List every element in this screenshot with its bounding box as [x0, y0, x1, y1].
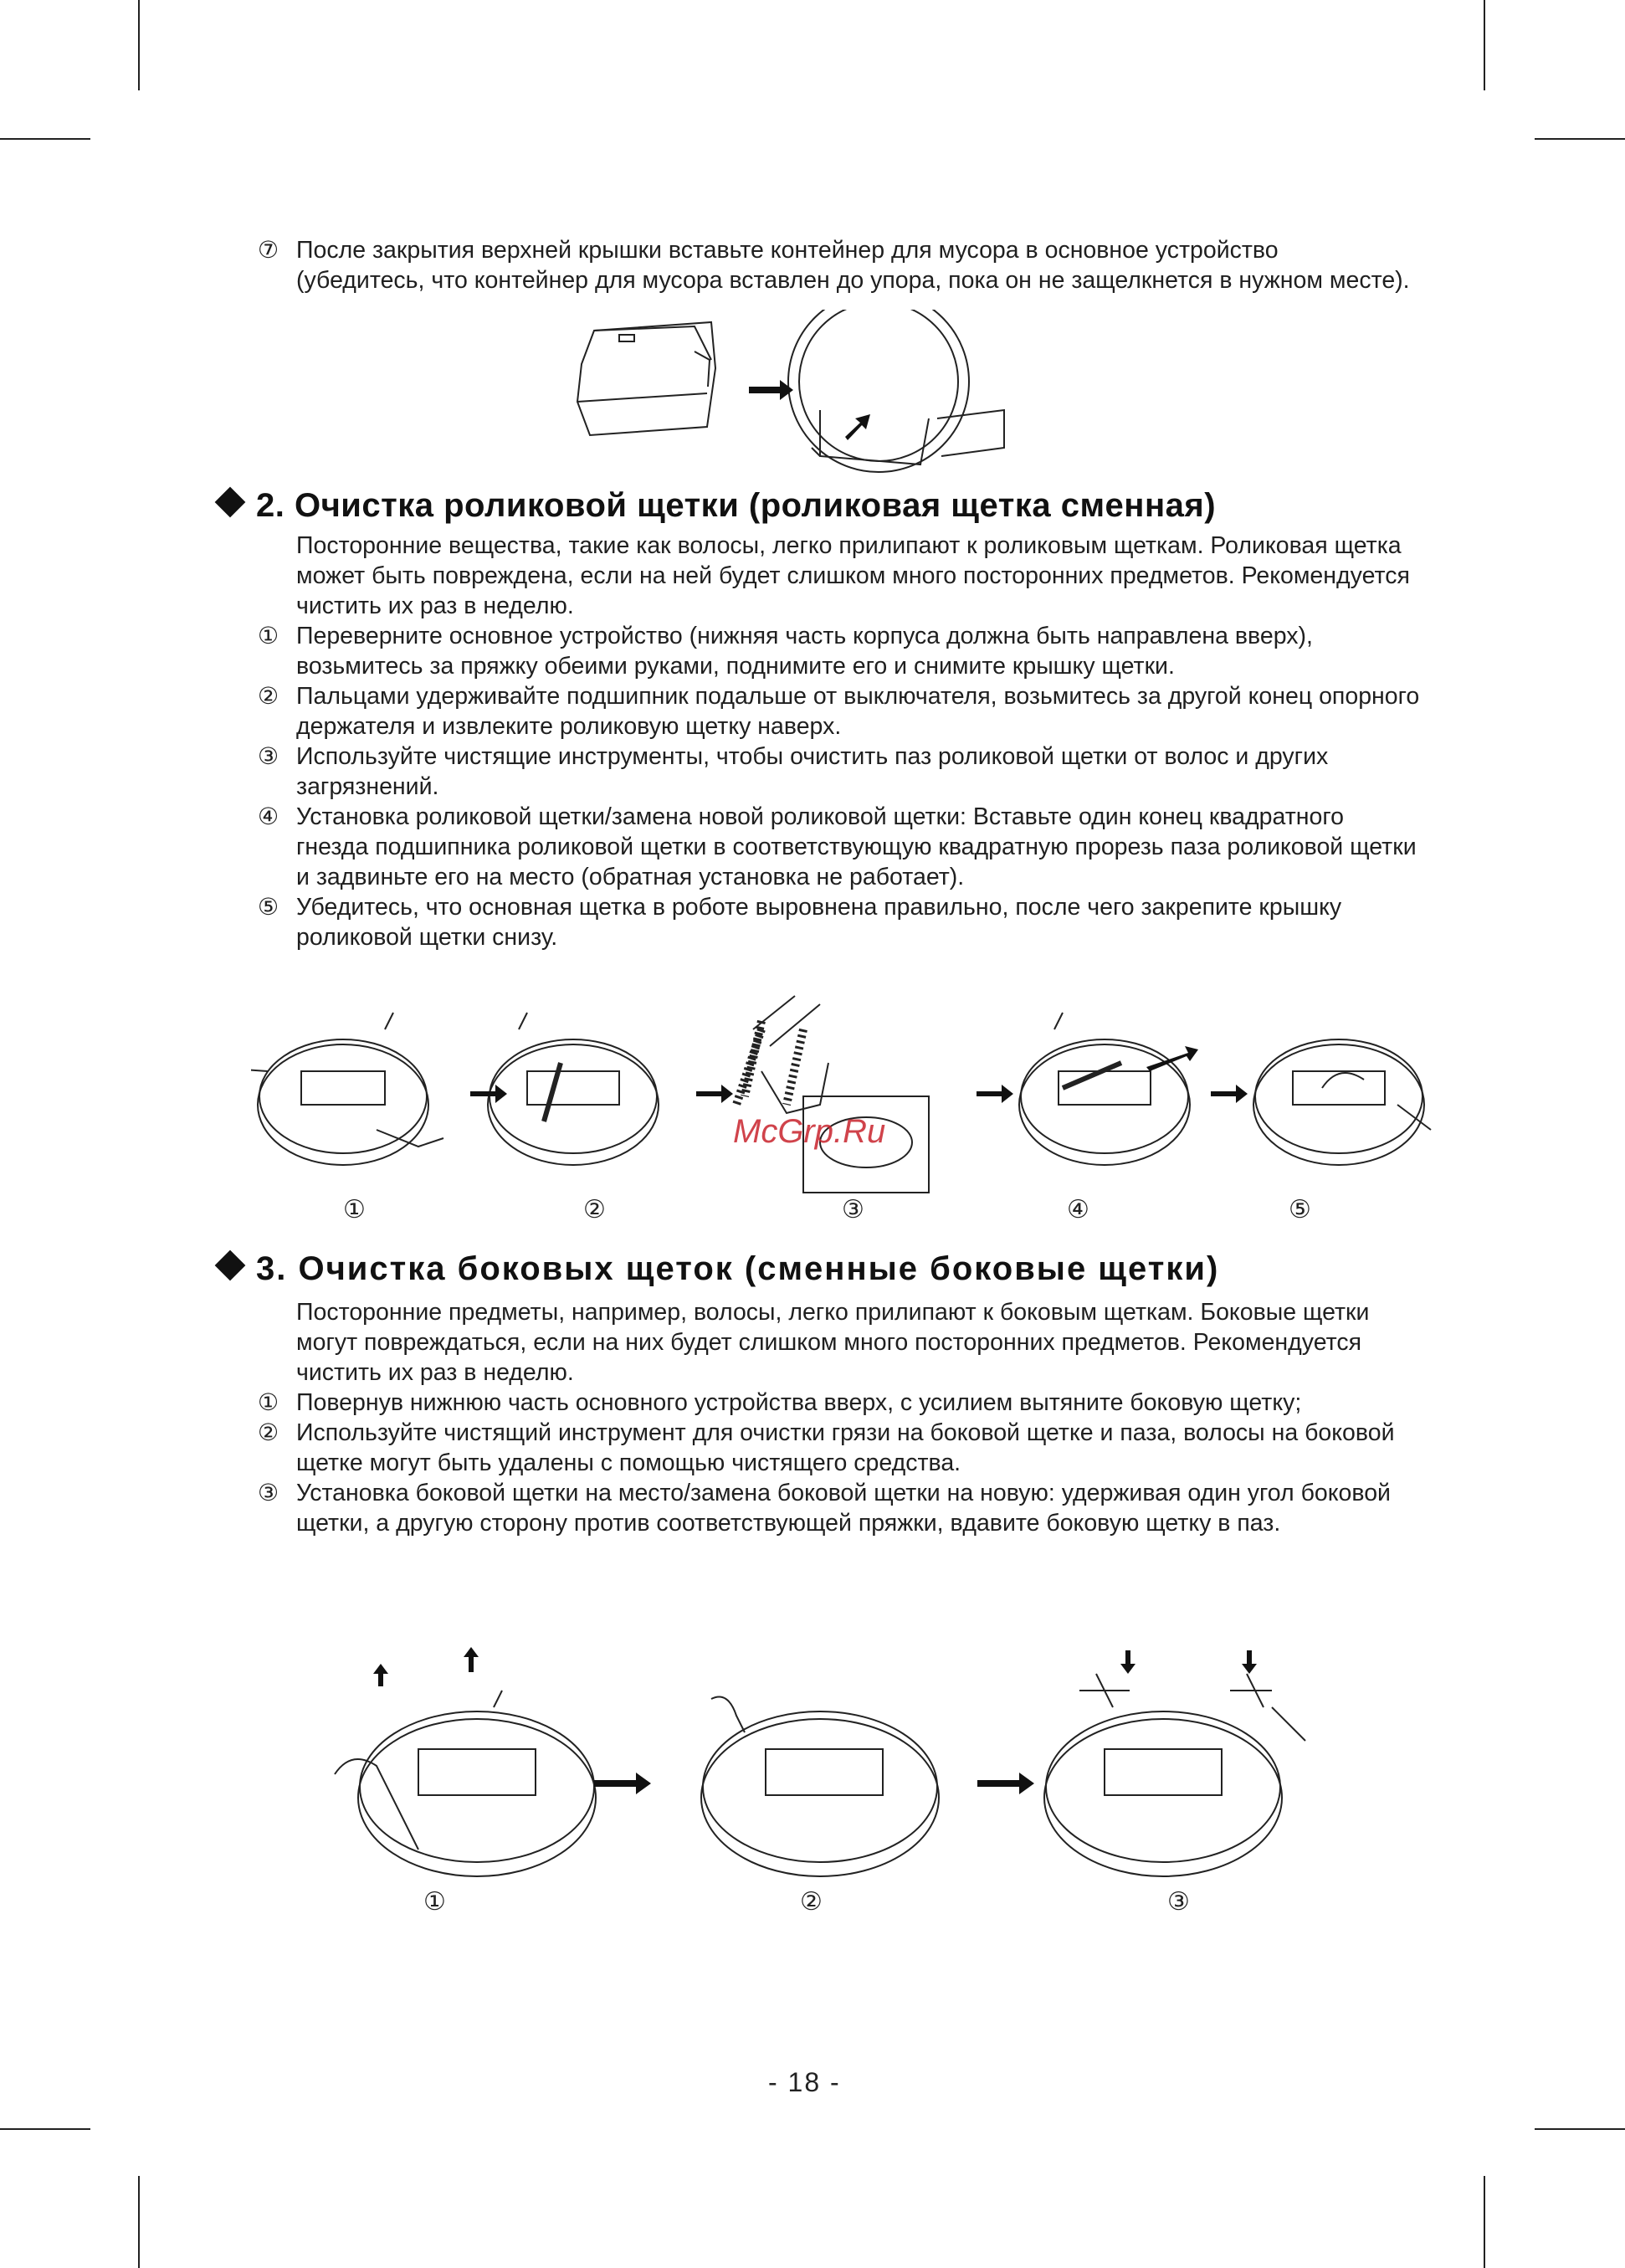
page-number: - 18 - — [768, 2067, 841, 2097]
crop-mark — [1535, 138, 1625, 140]
figure-label: ③ — [1167, 1887, 1190, 1917]
figure-label: ③ — [842, 1195, 864, 1224]
list-item — [258, 892, 1421, 952]
section3-body — [258, 1297, 1421, 1538]
watermark: McGrp.Ru — [733, 1113, 886, 1150]
section3-title: 3. Очистка боковых щеток (сменные боковые щетки) — [256, 1250, 1220, 1287]
side-brush-figure — [301, 1640, 1339, 1891]
section3-intro: Посторонние предметы, например, волосы, легко прилипают к боковым щеткам. Боковые щетки могут повреждаться, если на них будет слишком много посторонних предметов. Рекомендуется чистить их раз в неделю. — [296, 1299, 1370, 1386]
crop-mark — [1484, 0, 1485, 90]
step-number: ① — [258, 622, 279, 649]
crop-mark — [1484, 2176, 1485, 2268]
step-number: ⑤ — [258, 893, 279, 921]
step-number: ② — [258, 682, 279, 710]
list-item — [258, 1388, 1421, 1418]
crop-mark — [1535, 2128, 1625, 2130]
step-number: ③ — [258, 742, 279, 770]
step-text: Пальцами удерживайте подшипник подальше от выключателя, возьмитесь за другой конец опорного держателя и извлеките роликовую щетку наверх. — [296, 683, 1420, 740]
crop-mark — [0, 138, 90, 140]
list-item — [258, 621, 1421, 681]
step-number: ③ — [258, 1479, 279, 1506]
crop-mark — [0, 2128, 90, 2130]
step-number: ④ — [258, 803, 279, 830]
step-text: Установка роликовой щетки/замена новой роликовой щетки: Вставьте один конец квадратного гнезда подшипника роликовой щетки в соответствующую квадратную прорезь паза роликовой щетки и задвиньте его на место (обратная установка не работает). — [296, 803, 1417, 890]
crop-mark — [138, 0, 140, 90]
diamond-bullet-icon — [215, 1250, 246, 1281]
step7-block — [258, 235, 1412, 295]
roller-brush-figure — [251, 979, 1439, 1197]
step-number: ② — [258, 1419, 279, 1446]
dustbin-insert-figure — [569, 310, 1038, 477]
figure-label: ② — [800, 1887, 823, 1917]
figure-label: ② — [583, 1195, 606, 1224]
list-item — [258, 681, 1421, 741]
figure-label: ① — [343, 1195, 366, 1224]
list-item — [258, 1418, 1421, 1478]
list-item — [258, 1478, 1421, 1538]
step-text: Переверните основное устройство (нижняя часть корпуса должна быть направлена вверх), возьмитесь за пряжку обеими руками, поднимите его и снимите крышку щетки. — [296, 623, 1313, 680]
step-text: Повернув нижнюю часть основного устройства вверх, с усилием вытяните боковую щетку; — [296, 1389, 1302, 1416]
step-text: Используйте чистящие инструменты, чтобы очистить паз роликовой щетки от волос и других загрязнений. — [296, 743, 1329, 800]
figure-label: ⑤ — [1289, 1195, 1311, 1224]
figure-label: ① — [423, 1887, 446, 1917]
crop-mark — [138, 2176, 140, 2268]
section2-body — [258, 531, 1421, 952]
section3-heading — [219, 1249, 1219, 1289]
step7-text: После закрытия верхней крышки вставьте контейнер для мусора в основное устройство (убедитесь, что контейнер для мусора вставлен до упора, пока он не защелкнется в нужном месте). — [296, 237, 1410, 294]
step7-number: ⑦ — [258, 236, 279, 264]
list-item — [258, 802, 1421, 892]
section2-heading — [219, 485, 1216, 526]
figure-label: ④ — [1067, 1195, 1089, 1224]
step-text: Убедитесь, что основная щетка в роботе выровнена правильно, после чего закрепите крышку роликовой щетки снизу. — [296, 894, 1342, 951]
section2-intro: Посторонние вещества, такие как волосы, легко прилипают к роликовым щеткам. Роликовая щетка может быть повреждена, если на ней будет слишком много посторонних предметов. Рекомендуется чистить их раз в неделю. — [296, 532, 1410, 619]
step-text: Установка боковой щетки на место/замена боковой щетки на новую: удерживая один угол боковой щетки, а другую сторону против соответствующей пряжки, вдавите боковую щетку в паз. — [296, 1480, 1391, 1537]
step-text: Используйте чистящий инструмент для очистки грязи на боковой щетке и паза, волосы на боковой щетке могут быть удалены с помощью чистящего средства. — [296, 1419, 1395, 1476]
list-item — [258, 741, 1421, 802]
step-number: ① — [258, 1388, 279, 1416]
section2-title: 2. Очистка роликовой щетки (роликовая щетка сменная) — [256, 487, 1217, 524]
diamond-bullet-icon — [215, 487, 246, 518]
